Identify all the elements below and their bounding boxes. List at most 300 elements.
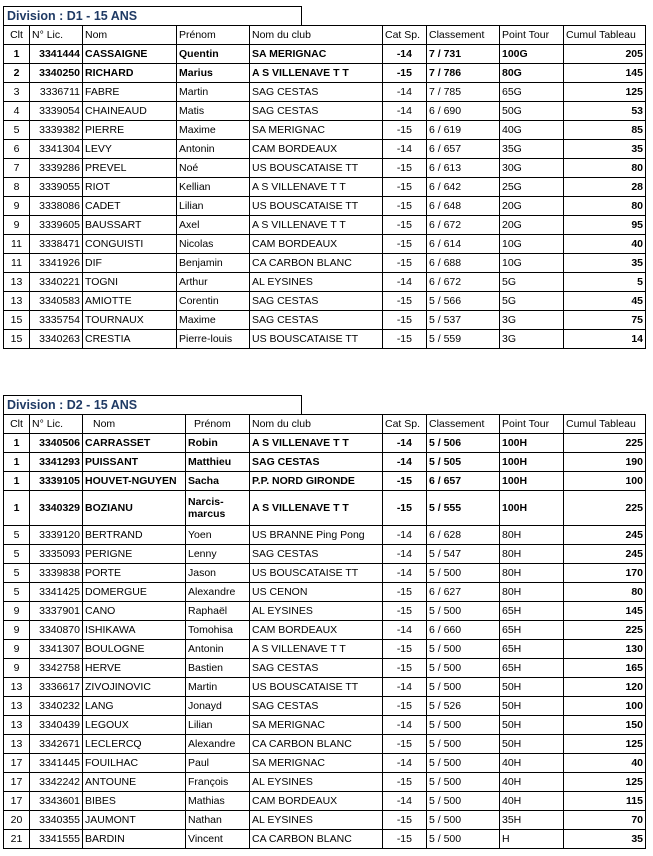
cell-classement: 7 / 786 <box>427 64 500 83</box>
header-club: Nom du club <box>250 415 383 434</box>
table-row <box>4 330 646 349</box>
cell-prenom: Alexandre <box>186 583 250 602</box>
table-row <box>4 526 646 545</box>
cell-clt: 4 <box>4 102 30 121</box>
cell-classement: 5 / 500 <box>427 678 500 697</box>
cell-point-tour: 100H <box>500 453 564 472</box>
cell-cat: -15 <box>383 254 427 273</box>
cell-licence: 3343601 <box>30 792 83 811</box>
cell-club: SAG CESTAS <box>250 292 383 311</box>
table-row <box>4 602 646 621</box>
cell-classement: 6 / 672 <box>427 216 500 235</box>
header-nom: Nom <box>83 415 186 434</box>
cell-licence: 3340355 <box>30 811 83 830</box>
cell-club: SAG CESTAS <box>250 83 383 102</box>
cell-club: CA CARBON BLANC <box>250 830 383 849</box>
cell-nom: BAUSSART <box>83 216 177 235</box>
cell-cumul: 95 <box>564 216 646 235</box>
cell-licence: 3340439 <box>30 716 83 735</box>
cell-point-tour: 20G <box>500 216 564 235</box>
cell-point-tour: 50G <box>500 102 564 121</box>
cell-cumul: 40 <box>564 754 646 773</box>
cell-prenom: Antonin <box>186 640 250 659</box>
cell-point-tour: 65H <box>500 602 564 621</box>
cell-club: SA MERIGNAC <box>250 716 383 735</box>
table-row <box>4 697 646 716</box>
cell-licence: 3335093 <box>30 545 83 564</box>
cell-prenom: Lenny <box>186 545 250 564</box>
cell-nom: RIOT <box>83 178 177 197</box>
cell-clt: 21 <box>4 830 30 849</box>
cell-clt: 1 <box>4 491 30 526</box>
cell-nom: DOMERGUE <box>83 583 186 602</box>
cell-point-tour: 5G <box>500 292 564 311</box>
cell-classement: 7 / 731 <box>427 45 500 64</box>
cell-clt: 20 <box>4 811 30 830</box>
cell-classement: 5 / 506 <box>427 434 500 453</box>
cell-licence: 3342242 <box>30 773 83 792</box>
cell-cumul: 80 <box>564 159 646 178</box>
cell-cumul: 70 <box>564 811 646 830</box>
cell-nom: CONGUISTI <box>83 235 177 254</box>
cell-cumul: 245 <box>564 545 646 564</box>
cell-prenom: Robin <box>186 434 250 453</box>
cell-cat: -15 <box>383 311 427 330</box>
cell-cumul: 28 <box>564 178 646 197</box>
cell-licence: 3339055 <box>30 178 83 197</box>
cell-prenom: Nicolas <box>177 235 250 254</box>
cell-classement: 5 / 500 <box>427 792 500 811</box>
cell-clt: 5 <box>4 583 30 602</box>
cell-cumul: 225 <box>564 621 646 640</box>
cell-club: SAG CESTAS <box>250 311 383 330</box>
cell-classement: 6 / 628 <box>427 526 500 545</box>
cell-classement: 6 / 657 <box>427 472 500 491</box>
table-row <box>4 830 646 849</box>
cell-clt: 1 <box>4 45 30 64</box>
header-clt: Clt <box>4 415 30 434</box>
cell-nom: ANTOUNE <box>83 773 186 792</box>
cell-prenom: Raphaël <box>186 602 250 621</box>
cell-licence: 3336617 <box>30 678 83 697</box>
cell-club: CAM BORDEAUX <box>250 621 383 640</box>
cell-prenom: Alexandre <box>186 735 250 754</box>
cell-prenom: Paul <box>186 754 250 773</box>
cell-licence: 3340221 <box>30 273 83 292</box>
cell-licence: 3337901 <box>30 602 83 621</box>
cell-point-tour: 50H <box>500 678 564 697</box>
table-row <box>4 273 646 292</box>
header-point-tour: Point Tour <box>500 26 564 45</box>
cell-prenom: Quentin <box>177 45 250 64</box>
cell-licence: 3340506 <box>30 434 83 453</box>
table-row <box>4 716 646 735</box>
cell-prenom: Matis <box>177 102 250 121</box>
cell-licence: 3339838 <box>30 564 83 583</box>
cell-prenom: Martin <box>177 83 250 102</box>
table-row <box>4 545 646 564</box>
cell-nom: PREVEL <box>83 159 177 178</box>
cell-nom: PUISSANT <box>83 453 186 472</box>
cell-point-tour: 100H <box>500 434 564 453</box>
cell-classement: 5 / 500 <box>427 564 500 583</box>
table-body-d2 <box>4 434 646 849</box>
cell-licence: 3335754 <box>30 311 83 330</box>
cell-cat: -15 <box>383 602 427 621</box>
header-prenom: Prénom <box>186 415 250 434</box>
cell-club: US BRANNE Ping Pong <box>250 526 383 545</box>
cell-nom: BERTRAND <box>83 526 186 545</box>
cell-cat: -14 <box>383 102 427 121</box>
cell-prenom: Pierre-louis <box>177 330 250 349</box>
cell-classement: 6 / 627 <box>427 583 500 602</box>
header-cat: Cat Sp. <box>383 415 427 434</box>
cell-cat: -15 <box>383 773 427 792</box>
table-row <box>4 621 646 640</box>
cell-club: SA MERIGNAC <box>250 45 383 64</box>
cell-cumul: 14 <box>564 330 646 349</box>
cell-classement: 6 / 657 <box>427 140 500 159</box>
header-clt: Clt <box>4 26 30 45</box>
cell-cumul: 75 <box>564 311 646 330</box>
cell-nom: CHAINEAUD <box>83 102 177 121</box>
cell-licence: 3341425 <box>30 583 83 602</box>
cell-cat: -14 <box>383 83 427 102</box>
cell-classement: 6 / 690 <box>427 102 500 121</box>
cell-clt: 11 <box>4 235 30 254</box>
cell-clt: 5 <box>4 121 30 140</box>
cell-point-tour: 80H <box>500 545 564 564</box>
cell-prenom: Jason <box>186 564 250 583</box>
cell-point-tour: 35G <box>500 140 564 159</box>
cell-cat: -15 <box>383 292 427 311</box>
cell-prenom: Martin <box>186 678 250 697</box>
cell-club: US BOUSCATAISE TT <box>250 564 383 583</box>
table-row <box>4 735 646 754</box>
cell-nom: CARRASSET <box>83 434 186 453</box>
cell-point-tour: 40H <box>500 792 564 811</box>
cell-cat: -15 <box>383 491 427 526</box>
table-row <box>4 311 646 330</box>
cell-point-tour: 80H <box>500 564 564 583</box>
cell-classement: 5 / 547 <box>427 545 500 564</box>
cell-classement: 5 / 500 <box>427 830 500 849</box>
cell-point-tour: 100G <box>500 45 564 64</box>
cell-classement: 5 / 537 <box>427 311 500 330</box>
cell-cumul: 190 <box>564 453 646 472</box>
cell-club: US BOUSCATAISE TT <box>250 330 383 349</box>
cell-club: SAG CESTAS <box>250 453 383 472</box>
cell-cumul: 35 <box>564 140 646 159</box>
cell-cumul: 5 <box>564 273 646 292</box>
cell-club: CAM BORDEAUX <box>250 792 383 811</box>
cell-club: US BOUSCATAISE TT <box>250 159 383 178</box>
header-licence: N° Lic. <box>30 26 83 45</box>
cell-clt: 5 <box>4 564 30 583</box>
header-point-tour: Point Tour <box>500 415 564 434</box>
cell-club: SAG CESTAS <box>250 659 383 678</box>
table-row <box>4 792 646 811</box>
cell-classement: 5 / 500 <box>427 659 500 678</box>
cell-licence: 3339286 <box>30 159 83 178</box>
cell-classement: 5 / 566 <box>427 292 500 311</box>
cell-clt: 13 <box>4 678 30 697</box>
cell-cat: -15 <box>383 697 427 716</box>
cell-point-tour: 50H <box>500 716 564 735</box>
cell-point-tour: 25G <box>500 178 564 197</box>
cell-cumul: 100 <box>564 697 646 716</box>
cell-cumul: 165 <box>564 659 646 678</box>
cell-club: A S VILLENAVE T T <box>250 434 383 453</box>
cell-classement: 6 / 660 <box>427 621 500 640</box>
cell-cat: -14 <box>383 453 427 472</box>
cell-cumul: 40 <box>564 235 646 254</box>
division-title: Division : D1 - 15 ANS <box>7 9 138 23</box>
cell-licence: 3339120 <box>30 526 83 545</box>
cell-club: US BOUSCATAISE TT <box>250 197 383 216</box>
cell-clt: 9 <box>4 602 30 621</box>
cell-cumul: 80 <box>564 197 646 216</box>
cell-club: P.P. NORD GIRONDE <box>250 472 383 491</box>
cell-licence: 3340329 <box>30 491 83 526</box>
cell-classement: 6 / 688 <box>427 254 500 273</box>
cell-cumul: 45 <box>564 292 646 311</box>
cell-cumul: 245 <box>564 526 646 545</box>
cell-prenom: François <box>186 773 250 792</box>
cell-club: A S VILLENAVE T T <box>250 178 383 197</box>
cell-point-tour: 10G <box>500 235 564 254</box>
cell-point-tour: 30G <box>500 159 564 178</box>
division-title: Division : D2 - 15 ANS <box>7 398 138 412</box>
cell-classement: 6 / 648 <box>427 197 500 216</box>
cell-cumul: 145 <box>564 64 646 83</box>
cell-nom: CADET <box>83 197 177 216</box>
cell-classement: 6 / 614 <box>427 235 500 254</box>
cell-cat: -15 <box>383 472 427 491</box>
cell-cat: -15 <box>383 583 427 602</box>
cell-club: A S VILLENAVE T T <box>250 216 383 235</box>
cell-nom: CANO <box>83 602 186 621</box>
cell-point-tour: 40G <box>500 121 564 140</box>
header-prenom: Prénom <box>177 26 250 45</box>
cell-clt: 15 <box>4 330 30 349</box>
cell-licence: 3341293 <box>30 453 83 472</box>
cell-licence: 3338471 <box>30 235 83 254</box>
cell-classement: 6 / 642 <box>427 178 500 197</box>
cell-club: AL EYSINES <box>250 773 383 792</box>
cell-point-tour: 3G <box>500 330 564 349</box>
cell-point-tour: 80G <box>500 64 564 83</box>
table-row <box>4 254 646 273</box>
cell-cumul: 85 <box>564 121 646 140</box>
cell-clt: 9 <box>4 197 30 216</box>
cell-clt: 5 <box>4 526 30 545</box>
cell-club: SAG CESTAS <box>250 545 383 564</box>
cell-clt: 9 <box>4 640 30 659</box>
cell-point-tour: 10G <box>500 254 564 273</box>
cell-prenom: Nathan <box>186 811 250 830</box>
cell-clt: 2 <box>4 64 30 83</box>
table-row <box>4 121 646 140</box>
cell-licence: 3340250 <box>30 64 83 83</box>
cell-classement: 6 / 613 <box>427 159 500 178</box>
table-row <box>4 45 646 64</box>
header-licence: N° Lic. <box>30 415 83 434</box>
cell-cumul: 125 <box>564 773 646 792</box>
cell-clt: 1 <box>4 453 30 472</box>
table-header-row <box>4 415 646 434</box>
cell-point-tour: 3G <box>500 311 564 330</box>
cell-clt: 13 <box>4 716 30 735</box>
table-row <box>4 754 646 773</box>
cell-classement: 5 / 500 <box>427 716 500 735</box>
cell-cumul: 130 <box>564 640 646 659</box>
cell-point-tour: 100H <box>500 491 564 526</box>
cell-clt: 7 <box>4 159 30 178</box>
cell-cat: -14 <box>383 545 427 564</box>
table-row <box>4 659 646 678</box>
cell-prenom: Tomohisa <box>186 621 250 640</box>
cell-cat: -15 <box>383 330 427 349</box>
cell-classement: 5 / 526 <box>427 697 500 716</box>
cell-classement: 5 / 559 <box>427 330 500 349</box>
cell-point-tour: 65H <box>500 640 564 659</box>
cell-club: SAG CESTAS <box>250 102 383 121</box>
table-row <box>4 491 646 526</box>
cell-classement: 7 / 785 <box>427 83 500 102</box>
cell-cumul: 205 <box>564 45 646 64</box>
cell-clt: 11 <box>4 254 30 273</box>
cell-clt: 17 <box>4 754 30 773</box>
table-row <box>4 678 646 697</box>
cell-club: AL EYSINES <box>250 602 383 621</box>
cell-cat: -15 <box>383 159 427 178</box>
cell-licence: 3341304 <box>30 140 83 159</box>
cell-nom: FOUILHAC <box>83 754 186 773</box>
cell-point-tour: 35H <box>500 811 564 830</box>
cell-club: CAM BORDEAUX <box>250 235 383 254</box>
cell-licence: 3340583 <box>30 292 83 311</box>
header-nom: Nom <box>83 26 177 45</box>
cell-club: A S VILLENAVE T T <box>250 640 383 659</box>
cell-prenom: Sacha <box>186 472 250 491</box>
cell-classement: 5 / 500 <box>427 773 500 792</box>
cell-nom: TOURNAUX <box>83 311 177 330</box>
cell-cumul: 80 <box>564 583 646 602</box>
cell-nom: LEGOUX <box>83 716 186 735</box>
division-title-box <box>3 395 302 414</box>
header-cumul: Cumul Tableau <box>564 415 646 434</box>
cell-club: US CENON <box>250 583 383 602</box>
cell-cumul: 125 <box>564 83 646 102</box>
cell-classement: 5 / 505 <box>427 453 500 472</box>
table-row <box>4 583 646 602</box>
cell-clt: 17 <box>4 773 30 792</box>
cell-prenom: Jonayd <box>186 697 250 716</box>
table-row <box>4 216 646 235</box>
cell-point-tour: 80H <box>500 526 564 545</box>
cell-cat: -14 <box>383 45 427 64</box>
header-cat: Cat Sp. <box>383 26 427 45</box>
cell-prenom: Narcis-marcus <box>186 491 250 526</box>
cell-nom: LEVY <box>83 140 177 159</box>
cell-cat: -14 <box>383 273 427 292</box>
table-row <box>4 640 646 659</box>
table-row <box>4 159 646 178</box>
cell-classement: 5 / 500 <box>427 602 500 621</box>
cell-prenom: Noé <box>177 159 250 178</box>
header-club: Nom du club <box>250 26 383 45</box>
cell-point-tour: 20G <box>500 197 564 216</box>
cell-prenom: Arthur <box>177 273 250 292</box>
cell-licence: 3340232 <box>30 697 83 716</box>
cell-nom: BIBES <box>83 792 186 811</box>
cell-prenom: Lilian <box>177 197 250 216</box>
cell-prenom: Axel <box>177 216 250 235</box>
cell-licence: 3339105 <box>30 472 83 491</box>
cell-cumul: 35 <box>564 254 646 273</box>
cell-licence: 3341445 <box>30 754 83 773</box>
cell-licence: 3339605 <box>30 216 83 235</box>
cell-prenom: Vincent <box>186 830 250 849</box>
cell-cumul: 145 <box>564 602 646 621</box>
cell-clt: 9 <box>4 659 30 678</box>
cell-point-tour: 50H <box>500 697 564 716</box>
cell-point-tour: 65H <box>500 659 564 678</box>
cell-club: US BOUSCATAISE TT <box>250 678 383 697</box>
cell-cumul: 150 <box>564 716 646 735</box>
cell-prenom: Matthieu <box>186 453 250 472</box>
cell-classement: 5 / 500 <box>427 640 500 659</box>
cell-prenom: Lilian <box>186 716 250 735</box>
cell-classement: 5 / 500 <box>427 735 500 754</box>
table-header-row <box>4 26 646 45</box>
cell-clt: 13 <box>4 697 30 716</box>
cell-cat: -14 <box>383 434 427 453</box>
cell-licence: 3340263 <box>30 330 83 349</box>
cell-cat: -15 <box>383 640 427 659</box>
table-body-d1 <box>4 45 646 349</box>
cell-cat: -14 <box>383 678 427 697</box>
cell-prenom: Mathias <box>186 792 250 811</box>
cell-classement: 5 / 500 <box>427 754 500 773</box>
cell-clt: 13 <box>4 735 30 754</box>
cell-nom: FABRE <box>83 83 177 102</box>
header-cumul: Cumul Tableau <box>564 26 646 45</box>
cell-classement: 6 / 619 <box>427 121 500 140</box>
cell-prenom: Corentin <box>177 292 250 311</box>
cell-club: A S VILLENAVE T T <box>250 64 383 83</box>
cell-club: CA CARBON BLANC <box>250 254 383 273</box>
cell-nom: RICHARD <box>83 64 177 83</box>
cell-club: SAG CESTAS <box>250 697 383 716</box>
table-row <box>4 811 646 830</box>
table-row <box>4 235 646 254</box>
cell-clt: 9 <box>4 621 30 640</box>
table-row <box>4 140 646 159</box>
cell-prenom: Yoen <box>186 526 250 545</box>
cell-nom: TOGNI <box>83 273 177 292</box>
cell-prenom: Bastien <box>186 659 250 678</box>
cell-cumul: 115 <box>564 792 646 811</box>
cell-clt: 13 <box>4 273 30 292</box>
cell-nom: JAUMONT <box>83 811 186 830</box>
cell-licence: 3341926 <box>30 254 83 273</box>
cell-nom: LANG <box>83 697 186 716</box>
cell-cat: -14 <box>383 140 427 159</box>
cell-cat: -14 <box>383 526 427 545</box>
table-row <box>4 453 646 472</box>
